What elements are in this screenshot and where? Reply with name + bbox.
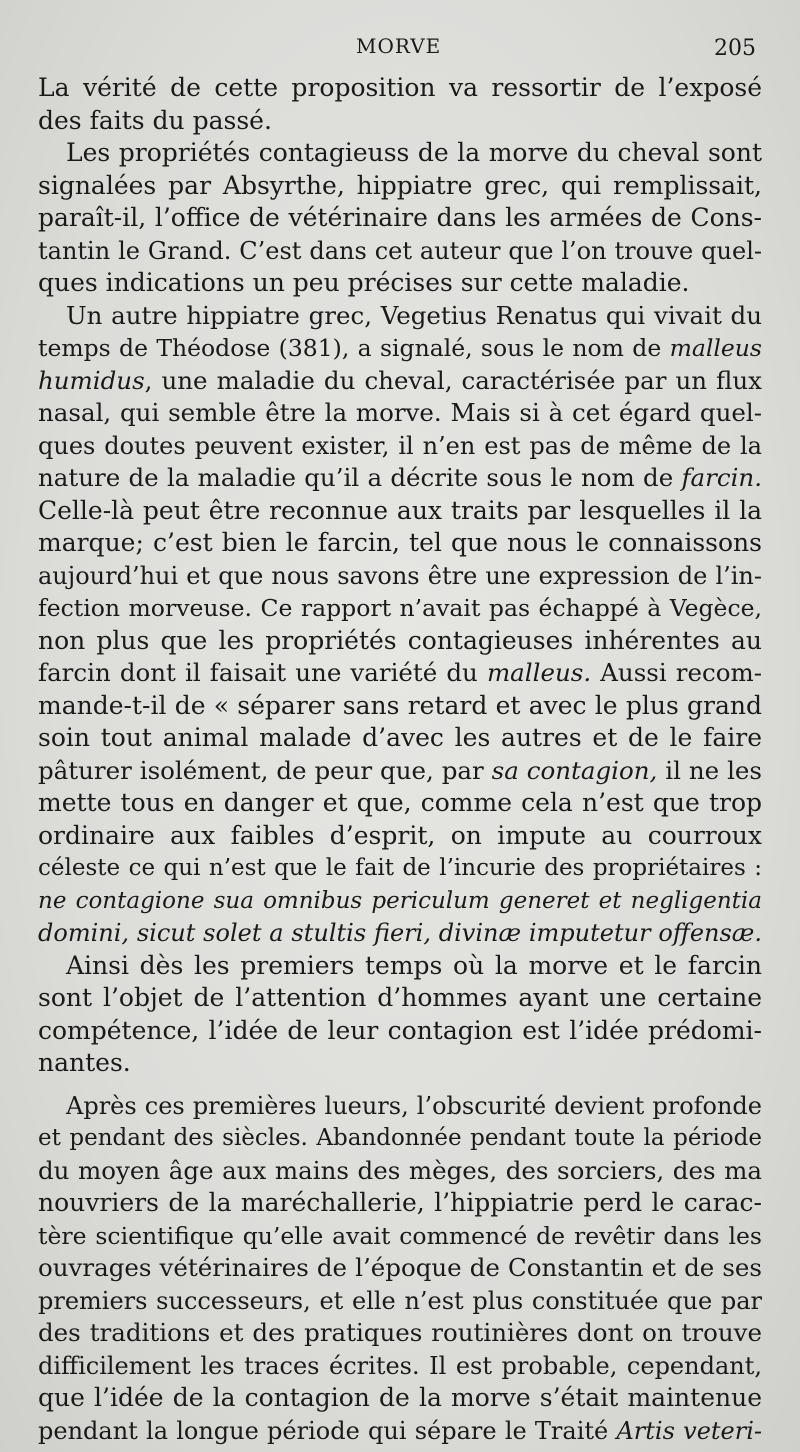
text-line: ne contagione sua omnibus periculum generet et negligentia xyxy=(38,887,762,914)
page-number: 205 xyxy=(714,36,756,61)
text-line: pendant la longue période qui sépare le Traité Artis veteri- xyxy=(38,1416,762,1445)
page-header xyxy=(0,32,800,68)
text-line: céleste ce qui n’est que le fait de l’incurie des propriétaires : xyxy=(38,855,762,881)
text-line: nasal, qui semble être la morve. Mais si à cet égard quel- xyxy=(38,398,762,427)
text-line: ques indications un peu précises sur cette maladie. xyxy=(38,268,690,297)
text-line: aujourd’hui et que nous savons être une expression de l’in- xyxy=(38,561,762,590)
text-line: Les propriétés contagieuss de la morve du cheval sont xyxy=(66,138,762,167)
text-line: marque; c’est bien le farcin, tel que nous le connaissons xyxy=(38,528,762,557)
text-line: tantin le Grand. C’est dans cet auteur que l’on trouve quel- xyxy=(38,236,762,265)
running-title: MORVE xyxy=(356,34,442,58)
text-line: mette tous en danger et que, comme cela n’est que trop xyxy=(38,788,762,817)
text-line: sont l’objet de l’attention d’hommes ayant une certaine xyxy=(38,983,762,1012)
text-line: domini, sicut solet a stultis fieri, divinæ imputetur offensæ. xyxy=(38,919,762,947)
text-line: La vérité de cette proposition va ressortir de l’exposé xyxy=(38,73,762,102)
text-line: du moyen âge aux mains des mèges, des sorciers, des ma xyxy=(38,1155,762,1185)
text-line: paraît-il, l’office de vétérinaire dans les armées de Cons- xyxy=(38,203,762,232)
text-line: des traditions et des pratiques routinières dont on trouve xyxy=(38,1318,762,1347)
text-line: ordinaire aux faibles d’esprit, on impute au courroux xyxy=(38,820,762,850)
text-line: difficilement les traces écrites. Il est probable, cependant, xyxy=(38,1351,762,1380)
text-line: Après ces premières lueurs, l’obscurité devient profonde xyxy=(66,1091,762,1120)
text-line: fection morveuse. Ce rapport n’avait pas échappé à Vegèce, xyxy=(38,594,762,622)
text-line: tère scientifique qu’elle avait commencé de revêtir dans les xyxy=(38,1221,762,1250)
text-line: Ainsi dès les premiers temps où la morve et le farcin xyxy=(66,950,762,980)
text-line: et pendant des siècles. Abandonnée pendant toute la période xyxy=(38,1125,762,1151)
text-line: des faits du passé. xyxy=(38,105,272,135)
text-line: non plus que les propriétés contagieuses inhérentes au xyxy=(38,625,762,655)
text-line: premiers successeurs, et elle n’est plus constituée que par xyxy=(38,1286,762,1315)
text-line: nouvriers de la maréchallerie, l’hippiatrie perd le carac- xyxy=(38,1188,762,1217)
text-line: Un autre hippiatre grec, Vegetius Renatus qui vivait du xyxy=(66,300,762,330)
text-line: nantes. xyxy=(38,1048,131,1077)
text-line: humidus, une maladie du cheval, caractérisée par un flux xyxy=(38,365,762,395)
text-line: signalées par Absyrthe, hippiatre grec, qui remplissait, xyxy=(38,170,762,200)
text-line: ouvrages vétérinaires de l’époque de Constantin et de ses xyxy=(38,1253,762,1282)
text-line: que l’idée de la contagion de la morve s’était maintenue xyxy=(38,1383,762,1412)
text-line: mande-t-il de « séparer sans retard et avec le plus grand xyxy=(38,690,762,720)
body-text xyxy=(38,72,762,1447)
text-line: Celle-là peut être reconnue aux traits par lesquelles il la xyxy=(38,495,762,525)
text-line: temps de Théodose (381), a signalé, sous le nom de malleus xyxy=(38,334,762,362)
text-line: pâturer isolément, de peur que, par sa contagion, il ne les xyxy=(38,755,762,785)
text-line: farcin dont il faisait une variété du malleus. Aussi recom- xyxy=(38,658,762,687)
text-line: soin tout animal malade d’avec les autres et de le faire xyxy=(38,723,762,752)
text-line: compétence, l’idée de leur contagion est l’idée prédomi- xyxy=(38,1015,762,1045)
text-line: nature de la maladie qu’il a décrite sous le nom de farcin. xyxy=(38,463,762,492)
text-line: ques doutes peuvent exister, il n’en est pas de même de la xyxy=(38,431,762,460)
